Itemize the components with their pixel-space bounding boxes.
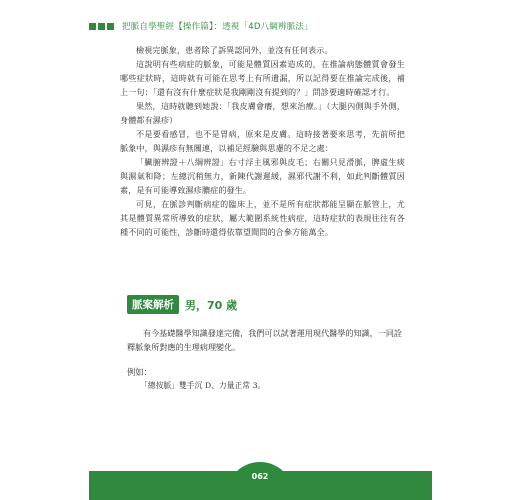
case-intro [127, 326, 407, 354]
paragraph-6: 可見，在脈診判斷病症的臨床上，並不是所有症狀都能呈顯在脈管上，尤其是體質異常所導致的症狀，屬大範圍系統性病症，這時症狀的表現往往有各種不同的可能性，診斷時還得依靠望聞問的合參方能萬全。 [120, 199, 405, 237]
example-text: 「總按脈」雙手沉 D、力量正常 3。 [140, 381, 266, 390]
page-number: 062 [251, 472, 269, 481]
running-header [89, 19, 313, 33]
paragraph-2: 這說明有些病症的脈象，可能是體質因素造成的，在推論病態體質會發生哪些症狀時，這時就有可能在思考上有所遺漏，所以記得要在推論完成後，補上一句：「還有沒有什麼症狀是我剛剛沒有提到的？」問診要適時確認才行。 [120, 59, 405, 97]
case-badge: 脈案解析 [127, 295, 179, 314]
header-square-1 [89, 23, 96, 30]
paragraph-5: 「臟腑辨證＋八綱辨證」右寸浮主風邪與皮毛；右關只見滑脈，脾虛生痰與濕氣和降；左總沉稍無力，新陳代謝遲緩，濕邪代謝不利，如此判斷體質因素，是有可能導致濕疹膿症的發生。 [120, 157, 405, 195]
case-heading [127, 295, 237, 314]
book-title: 把脈自學聖經【操作篇】：透視「4D八綱辨脈法」 [122, 22, 313, 32]
header-square-2 [98, 23, 105, 30]
paragraph-4: 不是要看感冒，也不是胃病，原來是皮膚。這時接著要來思考，先前所把脈象中，與濕疹有無關連，以補足經驗與思慮的不足之處： [120, 129, 405, 153]
paragraph-3: 果然，這時就聽到她說：「我皮膚會癢，想來治療。」（大腿內側與手外側，身體都有濕疹） [120, 101, 405, 125]
example-label: 例如： [127, 367, 152, 377]
case-intro-text: 有今基礎醫學知識發達完備，我們可以試著運用現代醫學的知識，一同詮釋脈象所對應的生理病理變化。 [127, 328, 403, 352]
case-subtitle: 男，70 歲 [185, 298, 238, 312]
header-square-3 [107, 23, 114, 30]
body-text [120, 43, 405, 239]
paragraph-1: 檢視完脈象，患者除了訴異認同外，並沒有任何表示。 [136, 45, 333, 55]
